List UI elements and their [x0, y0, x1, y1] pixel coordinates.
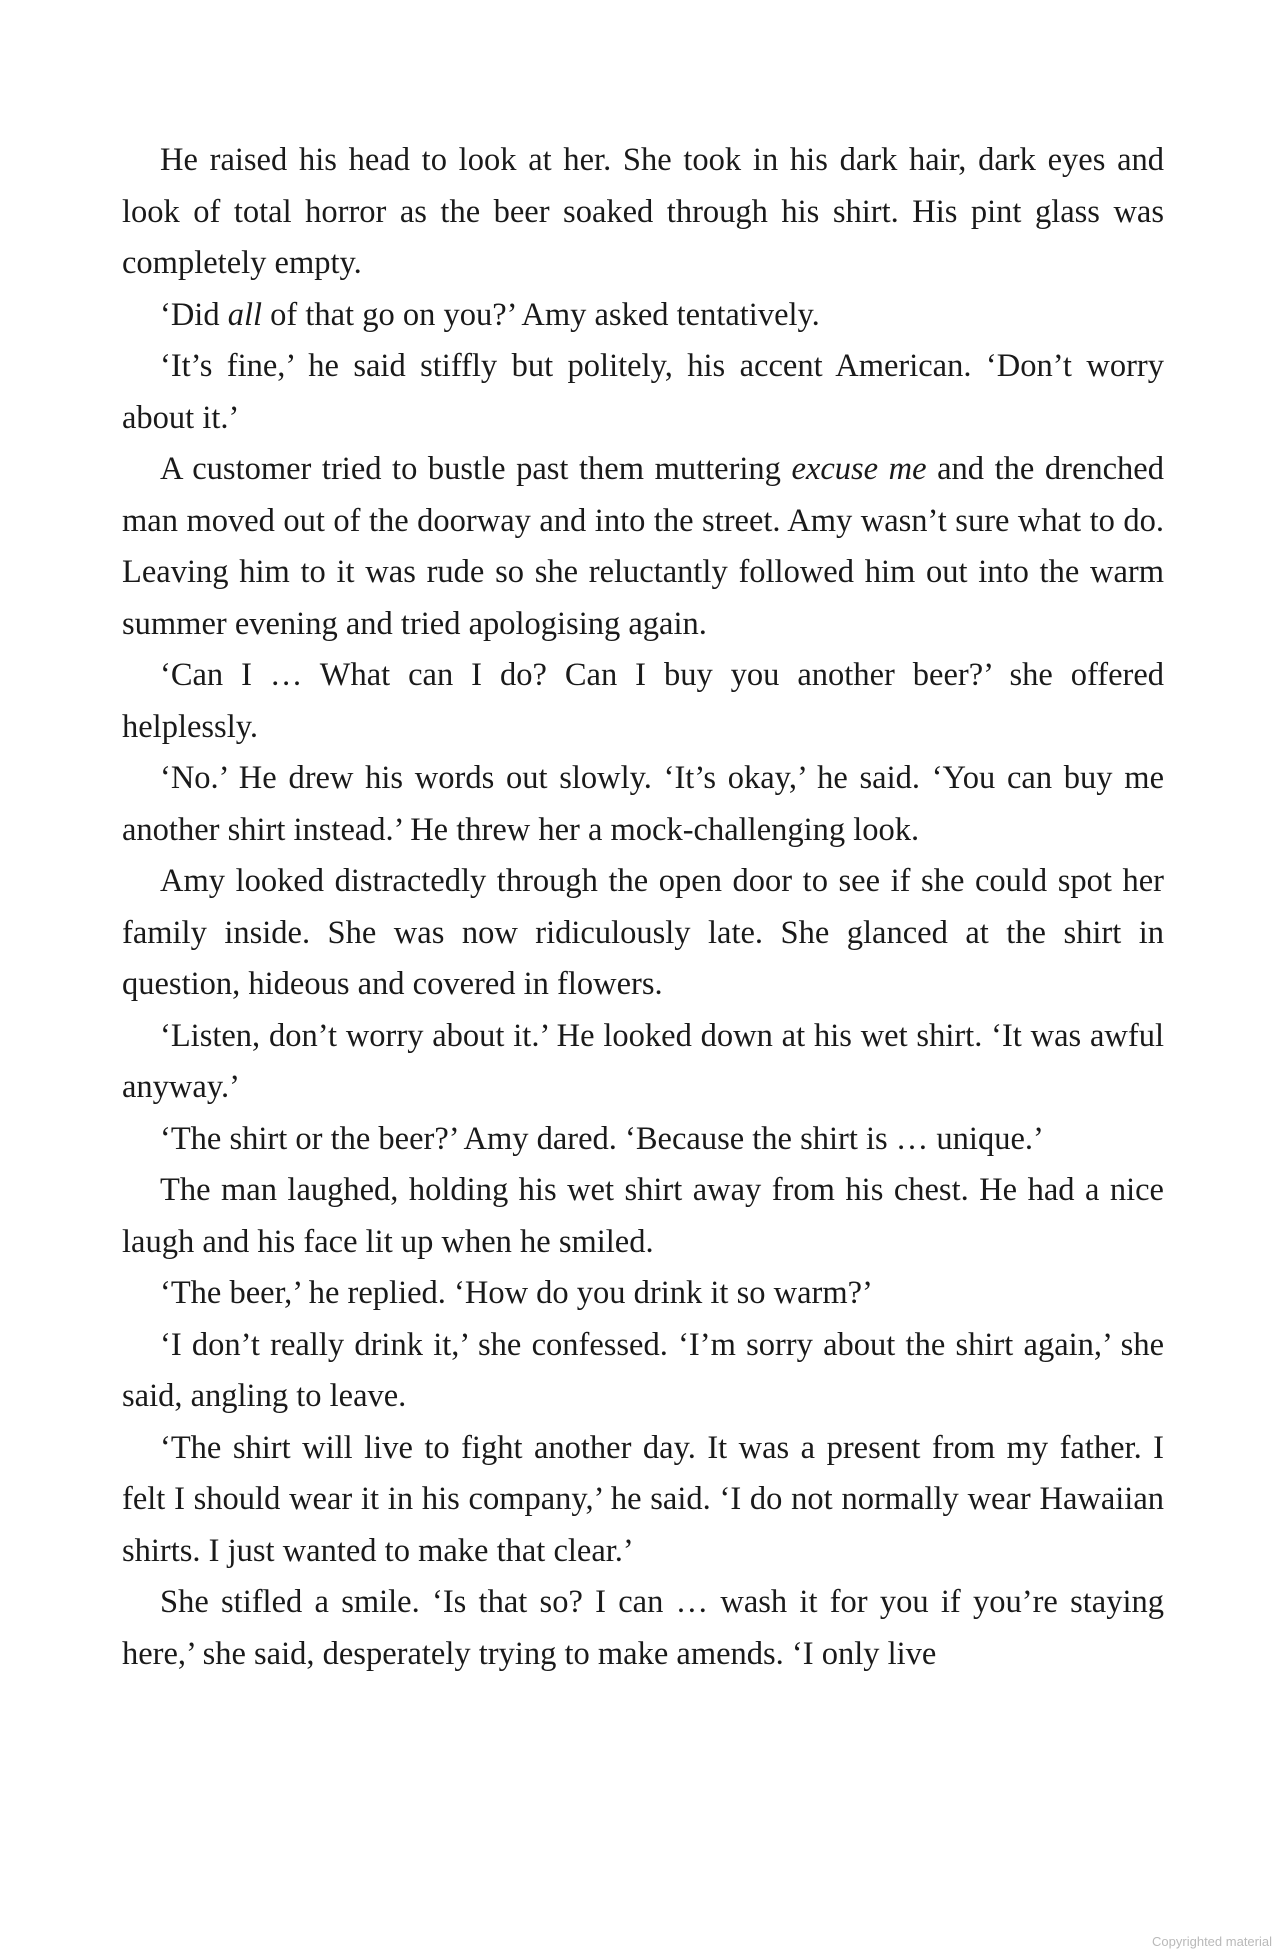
paragraph-4: A customer tried to bustle past them muttering excuse me and the drenched man moved out of the doorway and into the street. Amy wasn’t sure what to do. Leaving him to it was rude so she reluctantly followed him out into the warm summer evening and tried apologising again.: [122, 451, 1164, 642]
paragraph-3: ‘It’s fine,’ he said stiffly but politely, his accent American. ‘Don’t worry about it.’: [122, 348, 1164, 436]
paragraph-11: ‘The beer,’ he replied. ‘How do you drink it so warm?’: [160, 1275, 873, 1311]
paragraph-1: He raised his head to look at her. She took in his dark hair, dark eyes and look of total horror as the beer soaked through his shirt. His pint glass was completely empty.: [122, 142, 1164, 281]
paragraph-12: ‘I don’t really drink it,’ she confessed. ‘I’m sorry about the shirt again,’ she said, angling to leave.: [122, 1326, 1164, 1414]
paragraph-9: ‘The shirt or the beer?’ Amy dared. ‘Because the shirt is … unique.’: [160, 1120, 1044, 1157]
paragraph-2: ‘Did all of that go on you?’ Amy asked tentatively.: [160, 296, 820, 333]
italic-emphasis: all: [227, 296, 263, 333]
paragraph-10: The man laughed, holding his wet shirt away from his chest. He had a nice laugh and his face lit up when he smiled.: [122, 1172, 1164, 1260]
paragraph-14: She stifled a smile. ‘Is that so? I can … wash it for you if you’re staying here,’ she said, desperately trying to make amends. ‘I only live: [122, 1584, 1164, 1672]
paragraph-13: ‘The shirt will live to fight another day. It was a present from my father. I felt I should wear it in his company,’ he said. ‘I do not normally wear Hawaiian shirts. I just wanted to make that clear.’: [122, 1429, 1164, 1569]
paragraph-5: ‘Can I … What can I do? Can I buy you another beer?’ she offered helplessly.: [122, 657, 1164, 745]
italic-emphasis: excuse me: [791, 451, 927, 487]
paragraph-8: ‘Listen, don’t worry about it.’ He looked down at his wet shirt. ‘It was awful anyway.’: [122, 1017, 1164, 1105]
paragraph-6: ‘No.’ He drew his words out slowly. ‘It’s okay,’ he said. ‘You can buy me another shirt instead.’ He threw her a mock-challenging look.: [122, 760, 1164, 848]
body-text: [122, 135, 1164, 1680]
copyright-watermark: Copyrighted material: [1152, 1934, 1272, 1949]
paragraph-7: Amy looked distractedly through the open door to see if she could spot her family inside. She was now ridiculously late. She glanced at the shirt in question, hideous and covered in flowers.: [122, 863, 1164, 1002]
